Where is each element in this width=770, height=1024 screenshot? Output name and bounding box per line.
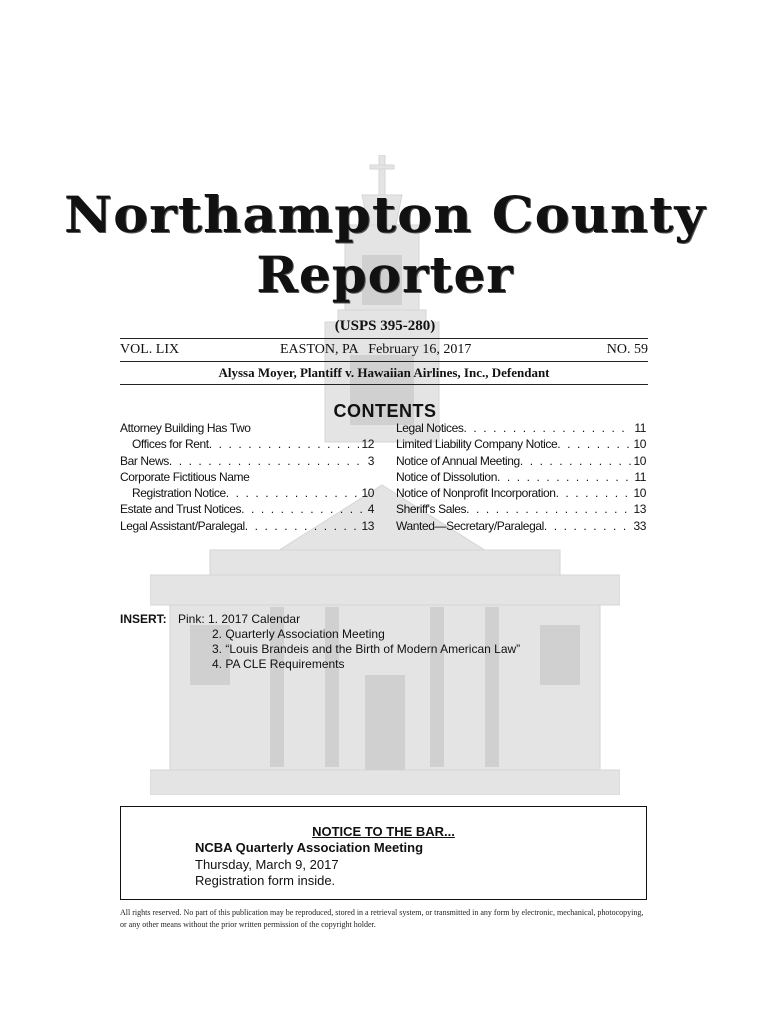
toc-item[interactable]: Legal Notices . . . 11 bbox=[396, 420, 646, 436]
toc-item[interactable]: Notice of Dissolution . . . 11 bbox=[396, 469, 646, 485]
masthead-title-line1: Northampton County bbox=[64, 185, 706, 244]
notice-date: Thursday, March 9, 2017 bbox=[195, 857, 339, 872]
toc-page: 11 bbox=[634, 421, 646, 435]
toc-item-heading: Attorney Building Has Two bbox=[120, 421, 251, 435]
toc-item[interactable]: Estate and Trust Notices . . . 4 bbox=[120, 501, 374, 517]
toc-page: 4 bbox=[367, 502, 374, 517]
toc-page: 11 bbox=[634, 469, 646, 484]
notice-event: NCBA Quarterly Association Meeting bbox=[195, 840, 424, 855]
toc-item[interactable]: Bar News . . . 3 bbox=[120, 453, 374, 469]
toc-item[interactable]: Offices for Rent . . . 12 bbox=[120, 436, 374, 452]
issue-bar bbox=[120, 342, 648, 360]
contents-left-column bbox=[120, 420, 374, 534]
toc-item[interactable]: Legal Assistant/Paralegal . . . 13 bbox=[120, 518, 374, 534]
volume: VOL. LIX bbox=[120, 342, 180, 357]
masthead bbox=[0, 185, 770, 305]
toc-item[interactable]: Sheriff's Sales . . . 13 bbox=[396, 501, 646, 517]
toc-page: 12 bbox=[361, 437, 374, 452]
insert-item: 2. Quarterly Association Meeting bbox=[212, 627, 385, 641]
contents-right-column bbox=[396, 420, 646, 534]
divider-top bbox=[120, 338, 648, 339]
issue-number: NO. 59 bbox=[606, 342, 648, 357]
usps-number: (USPS 395-280) bbox=[334, 318, 436, 334]
toc-page: 13 bbox=[361, 518, 374, 533]
toc-page: 10 bbox=[633, 486, 646, 501]
toc-page: 3 bbox=[367, 453, 374, 468]
place-date: EASTON, PA February 16, 2017 bbox=[280, 342, 472, 357]
copyright-notice: All rights reserved. No part of this publication may be reproduced, stored in a retrieval system, or transmitted in any form by electronic, mechanical, photocopying, or any other means without the prior written permission of the copyright holder. bbox=[120, 908, 644, 929]
toc-page: 10 bbox=[633, 437, 646, 452]
divider-middle bbox=[120, 361, 648, 362]
insert-item: 4. PA CLE Requirements bbox=[212, 657, 345, 671]
divider-bottom bbox=[120, 384, 648, 385]
toc-page: 10 bbox=[361, 486, 374, 501]
insert-item: Pink: 1. 2017 Calendar bbox=[178, 612, 301, 626]
toc-item[interactable]: Notice of Annual Meeting . . . 10 bbox=[396, 453, 646, 469]
toc-item[interactable]: Registration Notice . . . 10 bbox=[120, 485, 374, 501]
case-caption: Alyssa Moyer, Plantiff v. Hawaiian Airlines, Inc., Defendant bbox=[218, 365, 550, 380]
insert-list bbox=[178, 612, 598, 672]
notice-registration: Registration form inside. bbox=[195, 873, 336, 888]
toc-item[interactable]: Notice of Nonprofit Incorporation . . . 10 bbox=[396, 485, 646, 501]
toc-page: 33 bbox=[633, 518, 646, 533]
masthead-title-line2: Reporter bbox=[256, 245, 514, 304]
toc-page: 10 bbox=[633, 453, 646, 468]
contents-title: CONTENTS bbox=[333, 401, 437, 421]
notice-box bbox=[120, 806, 647, 900]
toc-item[interactable]: Wanted—Secretary/Paralegal . . . 33 bbox=[396, 518, 646, 534]
toc-page: 13 bbox=[633, 502, 646, 517]
notice-title: NOTICE TO THE BAR... bbox=[312, 824, 455, 839]
toc-item-heading: Corporate Fictitious Name bbox=[120, 469, 250, 484]
insert-item: 3. “Louis Brandeis and the Birth of Modern American Law” bbox=[212, 642, 521, 656]
insert-label: INSERT: bbox=[120, 612, 167, 626]
toc-item[interactable]: Limited Liability Company Notice . . . 10 bbox=[396, 436, 646, 452]
